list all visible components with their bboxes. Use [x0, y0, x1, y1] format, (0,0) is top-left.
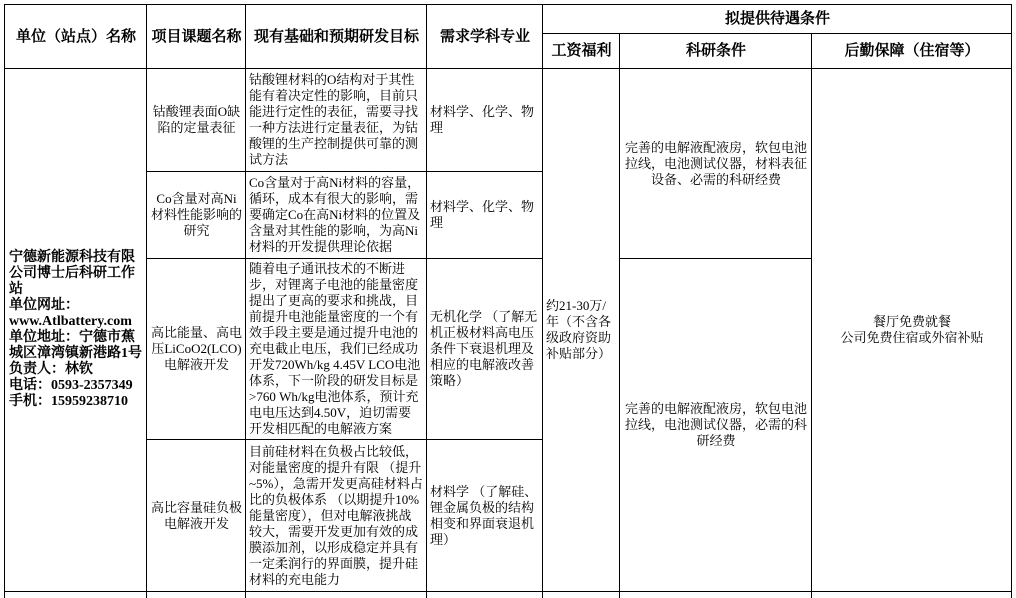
project-2-name-cell[interactable] — [147, 172, 246, 259]
unit-name: 宁德新能源科技有限公司博士后科研工作站 — [9, 250, 135, 297]
project-3-discipline: 无机化学 （了解无机正极材料高电压条件下衰退机理及相应的电解液改善策略） — [430, 309, 538, 388]
header-research-cell[interactable] — [620, 34, 812, 69]
unit-contact-line — [9, 362, 144, 378]
project-2-basis-goal: Co含量对于高Ni材料的容量，循环，成本有很大的影响，需要确定Co在高Ni材料的位置及含量对其性能的影响，为高Ni材料的开发提供理论依据 — [249, 175, 421, 254]
project-4-name-cell[interactable] — [147, 440, 246, 592]
unit-website-line — [9, 298, 144, 330]
unit-mobile-line — [9, 394, 144, 410]
header-basis-goal-cell[interactable] — [246, 5, 427, 69]
project-1-basis-goal: 钴酸锂材料的O结构对于其性能有着决定性的影响，目前只能进行定性的表征，需要寻找一种方法进行定量表征，为钴酸锂的生产控制提供可靠的测试方法 — [249, 72, 419, 167]
project-4-discipline-cell[interactable] — [427, 440, 543, 592]
salary-cell[interactable] — [543, 69, 620, 592]
next-row-cell-4[interactable] — [427, 592, 543, 598]
header-project-label: 项目课题名称 — [151, 28, 242, 45]
salary-text: 约21-30万/年（不含各级政府资助补贴部分） — [546, 298, 612, 361]
unit-address-label: 单位地址： — [9, 330, 79, 345]
spreadsheet-table — [4, 4, 1012, 598]
project-3-basis-goal: 随着电子通讯技术的不断进步，对锂离子电池的能量密度提出了更高的要求和挑战，目前提升电池能量密度的一个有效手段主要是通过提升电池的充电截止电压，我们已经成功开发720Wh/kg 4.45V LCO电池体系，下一阶段的研发目标是>760 Wh/kg电池体系，预计充电电压达到4.50V，迫切需要开发相匹配的电解液方案 — [249, 261, 421, 436]
header-offer-cell[interactable] — [543, 5, 1012, 34]
unit-phone-label: 电话： — [9, 378, 51, 393]
unit-contact-label: 负责人： — [9, 362, 65, 377]
header-unit-cell[interactable] — [5, 5, 147, 69]
unit-info — [9, 250, 144, 410]
unit-address-line — [9, 330, 144, 362]
project-4-name: 高比容量硅负极电解液开发 — [150, 499, 242, 531]
header-offer-label: 拟提供待遇条件 — [724, 11, 830, 27]
logistics-meals: 餐厅免费就餐 — [872, 314, 951, 329]
header-unit-label: 单位（站点）名称 — [15, 28, 136, 45]
next-row-cell-7[interactable] — [812, 592, 1012, 598]
project-3-name: 高比能量、高电压LiCoO2(LCO)电解液开发 — [150, 325, 242, 372]
unit-website-label: 单位网址： — [9, 298, 79, 313]
research-conditions-2: 完善的电解液配液房，软包电池拉线，电池测试仪器，必需的科研经费 — [624, 401, 807, 448]
next-row-cell-1[interactable] — [5, 592, 147, 598]
unit-address: 宁德市蕉城区漳湾镇新港路1号 — [9, 330, 142, 361]
unit-contact: 林钦 — [65, 362, 93, 377]
research-conditions-1-cell[interactable] — [620, 69, 812, 259]
logistics-housing: 公司免费住宿或外宿补贴 — [840, 330, 984, 345]
project-2-discipline-cell[interactable] — [427, 172, 543, 259]
unit-info-cell[interactable] — [5, 69, 147, 592]
next-row-cell-2[interactable] — [147, 592, 246, 598]
project-4-discipline: 材料学 （了解硅、锂金属负极的结构相变和界面衰退机理） — [430, 483, 538, 547]
logistics-cell[interactable] — [812, 69, 1012, 592]
logistics-text — [815, 314, 1009, 346]
next-row-cell-5[interactable] — [543, 592, 620, 598]
research-conditions-1: 完善的电解液配液房，软包电池拉线，电池测试仪器，材料表征设备、必需的科研经费 — [624, 139, 807, 187]
project-3-name-cell[interactable] — [147, 259, 246, 440]
header-salary-label: 工资福利 — [551, 43, 612, 59]
project-1-name: 钴酸锂表面O缺陷的定量表征 — [152, 104, 241, 135]
project-1-name-cell[interactable] — [147, 69, 246, 172]
project-1-discipline-cell[interactable] — [427, 69, 543, 172]
project-3-discipline-cell[interactable] — [427, 259, 543, 440]
header-logistics-label: 后勤保障（住宿等） — [844, 43, 980, 59]
unit-mobile: 15959238710 — [51, 394, 128, 409]
research-conditions-2-cell[interactable] — [620, 259, 812, 592]
project-2-discipline: 材料学、化学、物理 — [430, 199, 535, 230]
unit-mobile-label: 手机： — [9, 394, 51, 409]
unit-website: www.Atlbattery.com — [9, 314, 132, 329]
project-3-basis-goal-cell[interactable] — [246, 259, 427, 440]
header-basis-goal-label: 现有基础和预期研发目标 — [253, 28, 419, 45]
project-2-basis-goal-cell[interactable] — [246, 172, 427, 259]
header-discipline-label: 需求学科专业 — [439, 28, 530, 45]
next-row-cell-3[interactable] — [246, 592, 427, 598]
project-4-basis-goal: 目前硅材料在负极占比较低，对能量密度的提升有限 （提升~5%），急需开发更高硅材料占比的负极体系 （以期提升10%能量密度），但对电解液挑战较大，需要开发更加有效的成膜添加剂，以形成稳定并具有一定柔润行的界面膜，提升硅材料的充电能力 — [249, 443, 423, 587]
header-logistics-cell[interactable] — [812, 34, 1012, 69]
header-project-cell[interactable] — [147, 5, 246, 69]
header-research-label: 科研条件 — [685, 43, 746, 59]
project-2-name: Co含量对高Ni材料性能影响的研究 — [150, 191, 242, 238]
header-salary-cell[interactable] — [543, 34, 620, 69]
project-1-basis-goal-cell[interactable] — [246, 69, 427, 172]
unit-phone-line — [9, 378, 144, 394]
project-1-discipline: 材料学、化学、物理 — [430, 104, 535, 135]
unit-phone: 0593-2357349 — [51, 378, 133, 393]
next-row-cell-6[interactable] — [620, 592, 812, 598]
header-discipline-cell[interactable] — [427, 5, 543, 69]
project-4-basis-goal-cell[interactable] — [246, 440, 427, 592]
